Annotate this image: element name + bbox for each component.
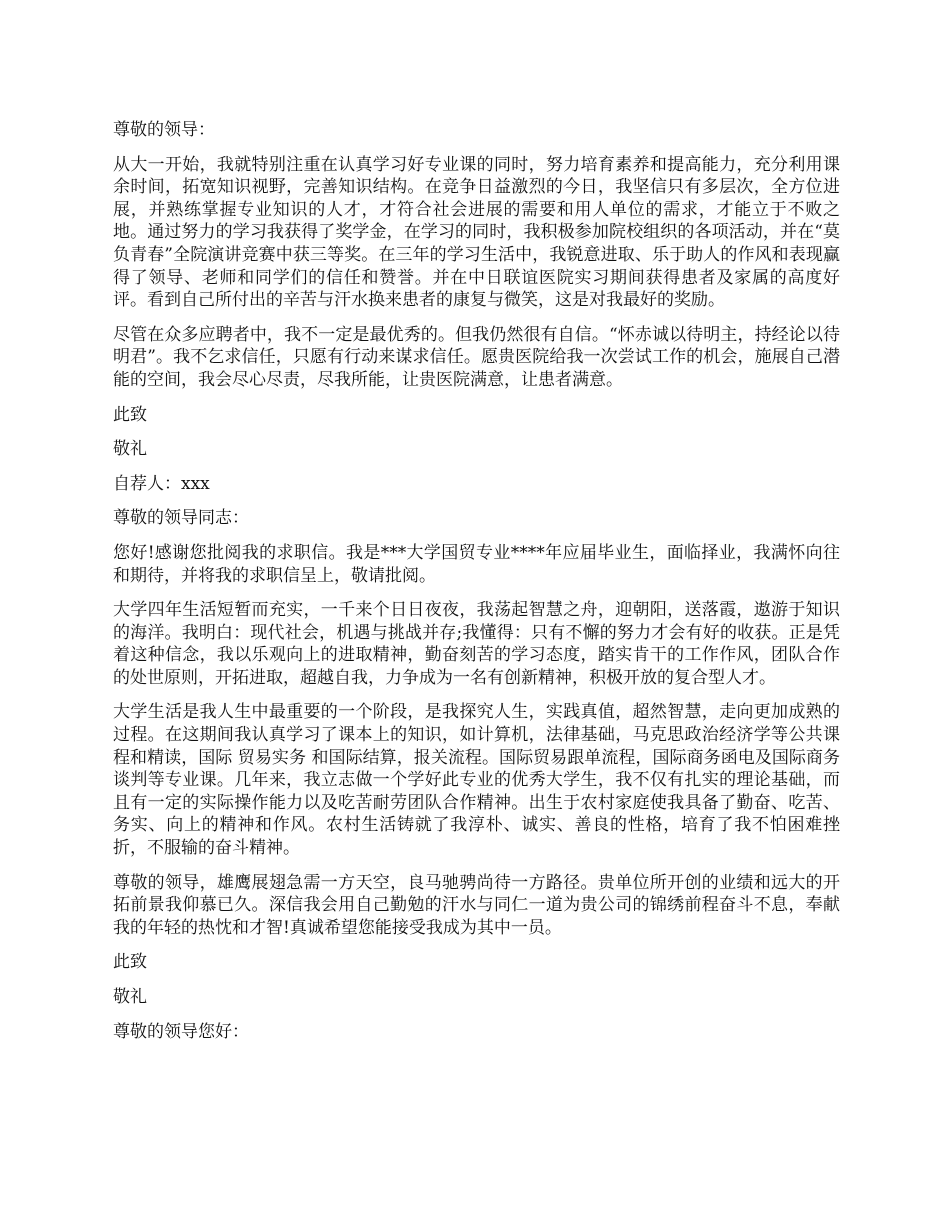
document-body [113, 119, 840, 1055]
body-paragraph: 尊敬的领导，雄鹰展翅急需一方天空，良马驰骋尚待一方路径。贵单位所开创的业绩和远大的开拓前景我仰慕已久。深信我会用自己勤勉的汗水与同仁一道为贵公司的锦绣前程奋斗不息，奉献我的年轻的热忱和才智!真诚希望您能接受我成为其中一员。 [113, 872, 840, 938]
signature-line: 自荐人：xxx [113, 473, 210, 494]
body-paragraph: 您好!感谢您批阅我的求职信。我是***大学国贸专业****年应届毕业生，面临择业，我满怀向往和期待，并将我的求职信呈上，敬请批阅。 [113, 542, 840, 586]
salutation: 尊敬的领导您好： [113, 1021, 249, 1042]
closing-regards: 敬礼 [113, 439, 147, 460]
body-paragraph: 大学四年生活短暂而充实，一千来个日日夜夜，我荡起智慧之舟，迎朝阳，送落霞，遨游于知识的海洋。我明白：现代社会，机遇与挑战并存;我懂得：只有不懈的努力才会有好的收获。正是凭着这种信念，我以乐观向上的进取精神，勤奋刻苦的学习态度，踏实肯干的工作作风，团队合作的处世原则，开拓进取，超越自我，力争成为一名有创新精神，积极开放的复合型人才。 [113, 600, 840, 688]
closing-regards: 敬礼 [113, 987, 147, 1007]
body-paragraph: 从大一开始，我就特别注重在认真学习好专业课的同时，努力培育素养和提高能力，充分利用课余时间，拓宽知识视野，完善知识结构。在竞争日益激烈的今日，我坚信只有多层次，全方位进展，并熟练掌握专业知识的人才，才符合社会进展的需要和用人单位的需求，才能立于不败之地。通过努力的学习我获得了奖学金，在学习的同时，我积极参加院校组织的各项活动，并在“莫负青春”全院演讲竞赛中获三等奖。在三年的学习生活中，我锐意进取、乐于助人的作风和表现赢得了领导、老师和同学们的信任和赞誉。并在中日联谊医院实习期间获得患者及家属的高度好评。看到自己所付出的辛苦与汗水换来患者的康复与微笑，这是对我最好的奖励。 [113, 154, 840, 311]
body-paragraph: 尽管在众多应聘者中，我不一定是最优秀的。但我仍然很有自信。“怀赤诚以待明主，持经论以待明君”。我不乞求信任，只愿有行动来谋求信任。愿贵医院给我一次尝试工作的机会，施展自己潜能的空间，我会尽心尽责，尽我所能，让贵医院满意，让患者满意。 [113, 324, 840, 390]
salutation: 尊敬的领导同志： [113, 508, 249, 529]
salutation: 尊敬的领导： [113, 120, 215, 140]
closing-line: 此致 [113, 952, 147, 973]
body-paragraph: 大学生活是我人生中最重要的一个阶段，是我探究人生，实践真值，超然智慧，走向更加成熟的过程。在这期间我认真学习了课本上的知识，如计算机，法律基础，马克思政治经济学等公共课程和精读，国际 贸易实务 和国际结算，报关流程。国际贸易跟单流程，国际商务函电及国际商务谈判等专业课。几年来，我立志做一个学好此专业的优秀大学生，我不仅有扎实的理论基础，而且有一定的实际操作能力以及吃苦耐劳团队合作精神。出生于农村家庭使我具备了勤奋、吃苦、务实、向上的精神和作风。农村生活铸就了我淳朴、诚实、善良的性格，培育了我不怕困难挫折，不服输的奋斗精神。 [113, 702, 840, 859]
closing-line: 此致 [113, 404, 147, 425]
